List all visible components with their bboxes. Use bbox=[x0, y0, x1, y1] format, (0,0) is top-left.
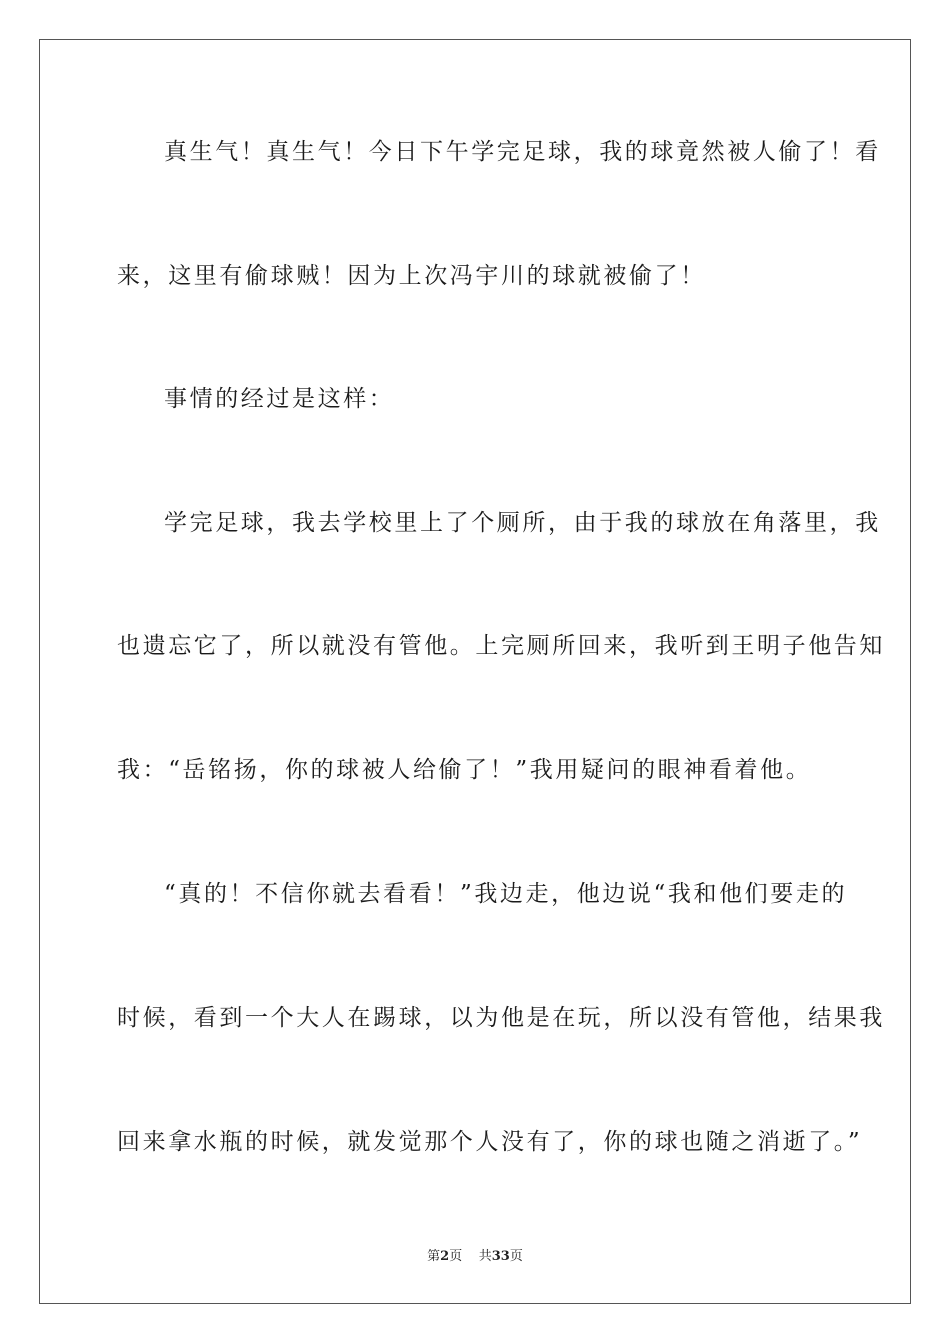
paragraph-1-line-1: 真生气！真生气！今日下午学完足球，我的球竟然被人偷了！看 bbox=[164, 139, 881, 165]
total-pages: 33 bbox=[491, 1249, 510, 1264]
paragraph-3-line-1: 学完足球，我去学校里上了个厕所，由于我的球放在角落里，我 bbox=[164, 510, 881, 536]
paragraph-2-line-1: 事情的经过是这样： bbox=[164, 386, 395, 412]
page-number: 2 bbox=[440, 1249, 450, 1264]
page-footer bbox=[0, 1248, 950, 1266]
total-label-suffix: 页 bbox=[509, 1249, 523, 1264]
paragraph-1-line-2: 来，这里有偷球贼！因为上次冯宇川的球就被偷了！ bbox=[117, 263, 706, 289]
paragraph-4-line-3: 回来拿水瓶的时候，就发觉那个人没有了，你的球也随之消逝了。” bbox=[117, 1129, 863, 1155]
page-label-suffix: 页 bbox=[449, 1249, 463, 1264]
total-label-prefix: 共 bbox=[478, 1249, 492, 1264]
paragraph-3-line-2: 也遗忘它了，所以就没有管他。上完厕所回来，我听到王明子他告知 bbox=[117, 633, 885, 659]
paragraph-4-line-2: 时候，看到一个大人在踢球，以为他是在玩，所以没有管他，结果我 bbox=[117, 1005, 885, 1031]
page-label-prefix: 第 bbox=[427, 1249, 441, 1264]
paragraph-3-line-3: 我：“岳铭扬，你的球被人给偷了！”我用疑问的眼神看着他。 bbox=[117, 757, 812, 783]
page-border bbox=[39, 39, 911, 1304]
paragraph-4-line-1: “真的！不信你就去看看！”我边走，他边说“我和他们要走的 bbox=[164, 881, 848, 907]
